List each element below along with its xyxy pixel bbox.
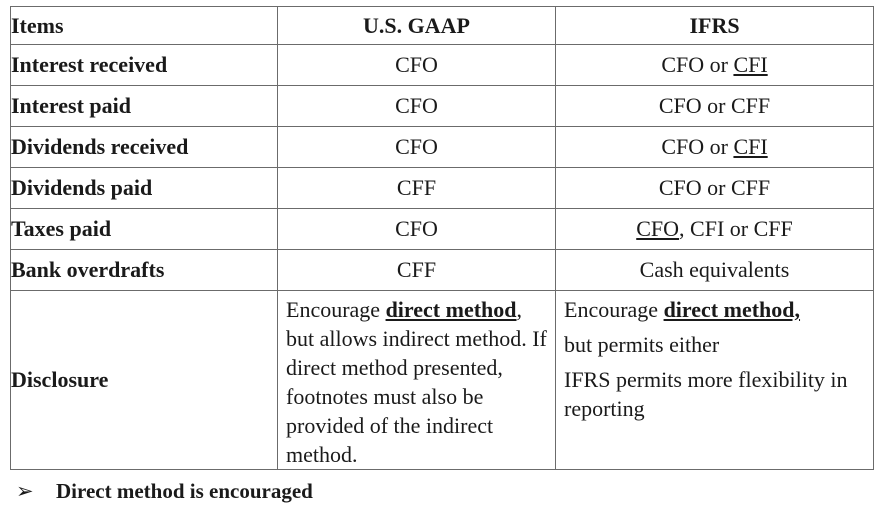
disclosure-label: Disclosure xyxy=(11,291,278,470)
ifrs-cell xyxy=(556,86,874,127)
ifrs-underlined: CFI xyxy=(733,134,768,159)
ifrs-underlined: CFO xyxy=(636,216,680,241)
table-row xyxy=(11,86,874,127)
ifrs-text: CFO or xyxy=(661,134,734,159)
ifrs-underlined: CFI xyxy=(733,52,768,77)
row-label: Bank overdrafts xyxy=(11,250,278,291)
ifrs-text: CFO or CFF xyxy=(658,93,771,118)
cash-flow-comparison-table xyxy=(10,6,874,470)
gaap-cell: CFO xyxy=(278,86,556,127)
ifrs-cell xyxy=(556,127,874,168)
row-label: Interest paid xyxy=(11,86,278,127)
row-label: Interest received xyxy=(11,45,278,86)
ifrs-text: CFO or xyxy=(661,52,734,77)
direct-method-note xyxy=(16,479,313,504)
disclosure-gaap-text: Encourage xyxy=(286,297,386,322)
disclosure-ifrs-line-1 xyxy=(564,295,867,324)
header-row xyxy=(11,7,874,45)
table-row xyxy=(11,45,874,86)
ifrs-cell xyxy=(556,209,874,250)
ifrs-cell xyxy=(556,45,874,86)
table-row xyxy=(11,168,874,209)
gaap-cell: CFF xyxy=(278,250,556,291)
disclosure-gaap-text-tail: , but allows indirect method. If direct method presented, footnotes must also be provided of the indirect method. xyxy=(286,297,547,467)
disclosure-row xyxy=(11,291,874,470)
row-label: Taxes paid xyxy=(11,209,278,250)
ifrs-cell xyxy=(556,168,874,209)
ifrs-text: Cash equivalents xyxy=(639,257,790,282)
disclosure-ifrs-line-2: but permits either xyxy=(564,332,720,357)
arrow-bullet-icon: ➢ xyxy=(16,479,34,503)
ifrs-cell xyxy=(556,250,874,291)
disclosure-ifrs-cell xyxy=(556,291,874,470)
gaap-cell: CFO xyxy=(278,127,556,168)
row-label: Dividends paid xyxy=(11,168,278,209)
note-text: Direct method is encouraged xyxy=(56,479,313,503)
disclosure-gaap-cell xyxy=(278,291,556,470)
gaap-cell: CFO xyxy=(278,45,556,86)
table-row xyxy=(11,209,874,250)
ifrs-text-tail: , CFI or CFF xyxy=(679,216,793,241)
gaap-cell: CFO xyxy=(278,209,556,250)
ifrs-text: CFO or CFF xyxy=(658,175,771,200)
table-row xyxy=(11,250,874,291)
table-row xyxy=(11,127,874,168)
gaap-cell: CFF xyxy=(278,168,556,209)
disclosure-gaap-emphasis: direct method xyxy=(385,297,517,322)
row-label: Dividends received xyxy=(11,127,278,168)
header-items: Items xyxy=(11,7,278,45)
header-ifrs: IFRS xyxy=(556,7,874,45)
disclosure-ifrs-line-3: IFRS permits more flexibility in reporting xyxy=(564,367,848,421)
disclosure-ifrs-emphasis: direct method, xyxy=(663,297,801,322)
header-us-gaap: U.S. GAAP xyxy=(278,7,556,45)
disclosure-ifrs-text: Encourage xyxy=(564,297,664,322)
